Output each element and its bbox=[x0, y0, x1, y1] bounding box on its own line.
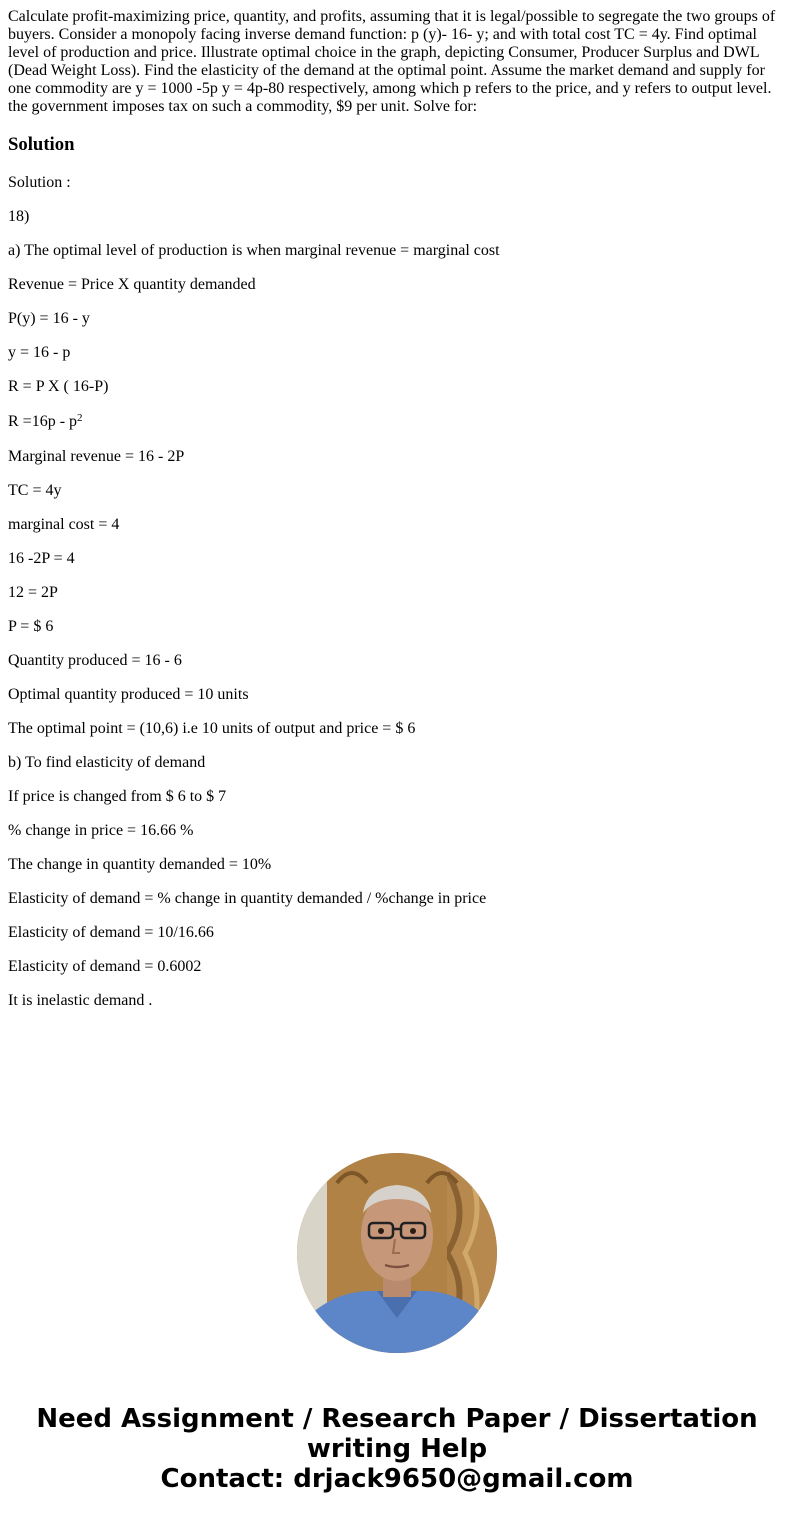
promo-line-1: Need Assignment / Research Paper / Dissertation bbox=[36, 1404, 758, 1434]
solution-line: y = 16 - p bbox=[8, 344, 71, 361]
exponent: 2 bbox=[77, 412, 83, 424]
solution-line: It is inelastic demand . bbox=[8, 992, 153, 1009]
solution-lines bbox=[8, 174, 786, 1026]
avatar bbox=[297, 1153, 497, 1353]
solution-line: Quantity produced = 16 - 6 bbox=[8, 652, 182, 669]
revenue-formula: R =16p - p bbox=[8, 413, 78, 430]
solution-line: 18) bbox=[8, 208, 30, 225]
solution-line: Optimal quantity produced = 10 units bbox=[8, 686, 249, 703]
solution-line: The change in quantity demanded = 10% bbox=[8, 856, 272, 873]
promo-contact: Contact: drjack9650@gmail.com bbox=[160, 1464, 634, 1494]
avatar-portrait bbox=[297, 1153, 497, 1353]
question-text: Calculate profit-maximizing price, quantity, and profits, assuming that it is legal/possible to segregate the two groups of buyers. Consider a monopoly facing inverse demand function: p (y)- 16- y; and with total cost TC = 4y. Find optimal level of production and price. Illustrate optimal choice in the graph, depicting Consumer, Producer Surplus and DWL (Dead Weight Loss). Find the elasticity of the demand at the optimal point. Assume the market demand and supply for one commodity are y = 1000 -5p y = 4p-80 respectively, among which p refers to the price, and y refers to output level. the government imposes tax on such a commodity, $9 per unit. Solve for: bbox=[8, 8, 776, 115]
solution-line: P = $ 6 bbox=[8, 618, 54, 635]
solution-heading: Solution bbox=[8, 134, 75, 155]
promo-banner bbox=[0, 1404, 794, 1494]
solution-line: Revenue = Price X quantity demanded bbox=[8, 276, 256, 293]
solution-line: P(y) = 16 - y bbox=[8, 310, 90, 327]
solution-line: Elasticity of demand = % change in quantity demanded / %change in price bbox=[8, 890, 487, 907]
solution-line: marginal cost = 4 bbox=[8, 516, 120, 533]
solution-line: % change in price = 16.66 % bbox=[8, 822, 194, 839]
solution-line: Elasticity of demand = 10/16.66 bbox=[8, 924, 214, 941]
solution-line: Solution : bbox=[8, 174, 71, 191]
solution-line: 12 = 2P bbox=[8, 584, 58, 601]
promo-line-2: writing Help bbox=[306, 1434, 488, 1464]
solution-line: TC = 4y bbox=[8, 482, 62, 499]
solution-line: R = P X ( 16-P) bbox=[8, 378, 109, 395]
solution-line-with-exponent bbox=[8, 412, 786, 432]
solution-line: Elasticity of demand = 0.6002 bbox=[8, 958, 202, 975]
solution-line: If price is changed from $ 6 to $ 7 bbox=[8, 788, 227, 805]
solution-line: The optimal point = (10,6) i.e 10 units of output and price = $ 6 bbox=[8, 720, 416, 737]
solution-line: Marginal revenue = 16 - 2P bbox=[8, 448, 185, 465]
solution-line: 16 -2P = 4 bbox=[8, 550, 75, 567]
solution-line: b) To find elasticity of demand bbox=[8, 754, 206, 771]
solution-line: a) The optimal level of production is when marginal revenue = marginal cost bbox=[8, 242, 500, 259]
